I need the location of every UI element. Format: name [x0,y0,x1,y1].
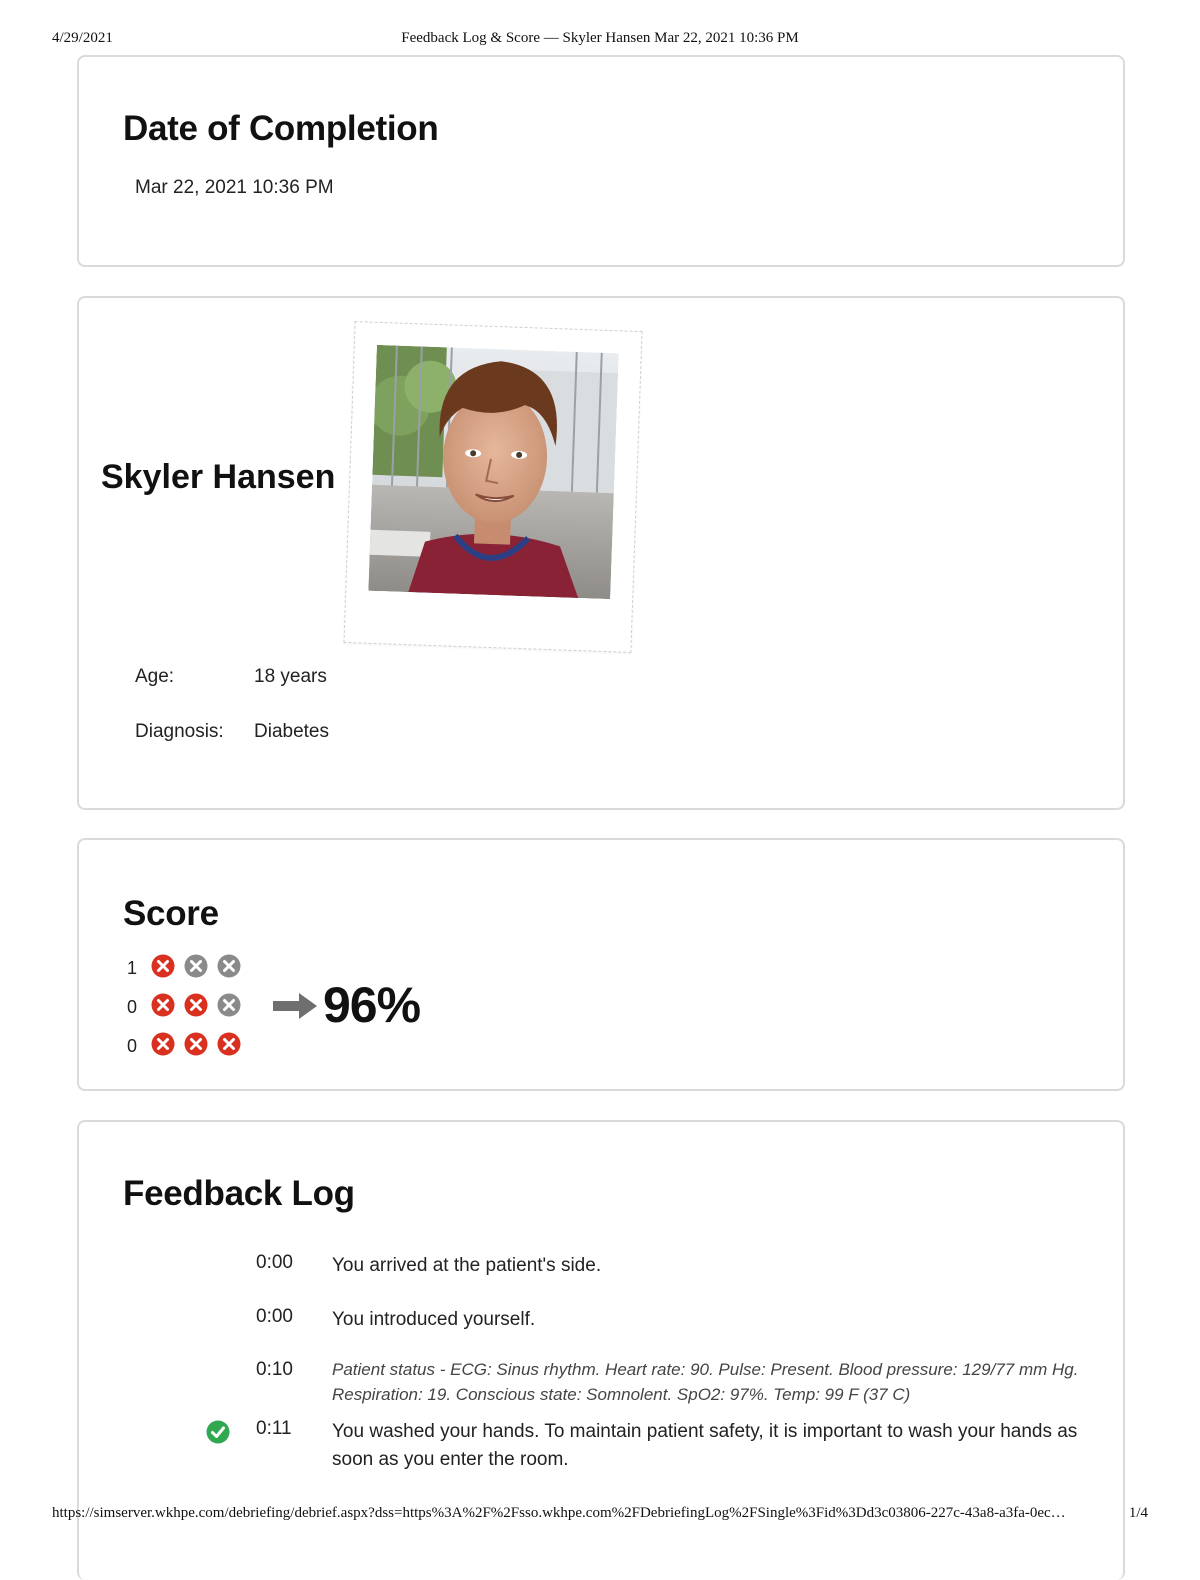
patient-name: Skyler Hansen [101,458,336,496]
print-header [52,30,1148,50]
print-date: 4/29/2021 [52,30,113,46]
feedback-message: You introduced yourself. [332,1309,536,1330]
x-circle-gray-icon [217,954,241,978]
print-title: Feedback Log & Score — Skyler Hansen Mar 22, 2021 10:36 PM [401,30,799,46]
diagnosis-label: Diagnosis: [135,721,224,742]
patient-card [77,296,1125,810]
print-url: https://simserver.wkhpe.com/debriefing/debrief.aspx?dss=https%3A%2F%2Fsso.wkhpe.com%2FDebriefingLog%2FSingle%3Fid%3Dd3c03806-227c-43a8-a3fa-0ec… [52,1505,1066,1521]
feedback-heading: Feedback Log [123,1174,355,1213]
x-circle-red-icon [184,1032,208,1056]
print-page-number: 1/4 [1128,1505,1148,1521]
x-circle-red-icon [151,954,175,978]
feedback-time: 0:00 [256,1306,293,1327]
score-percent: 96% [323,977,421,1033]
x-circle-red-icon [217,1032,241,1056]
completion-card [77,55,1125,267]
completion-heading: Date of Completion [123,109,439,148]
patient-status-message: Patient status - ECG: Sinus rhythm. Heart rate: 90. Pulse: Present. Blood pressure: 129/77 mm Hg. Respiration: 19. Conscious state: Somnolent. SpO2: 97%. Temp: 99 F (37 C) [332,1360,1079,1404]
x-circle-red-icon [151,993,175,1017]
feedback-message: You arrived at the patient's side. [332,1255,602,1276]
score-card [77,838,1125,1091]
check-circle-icon [206,1420,230,1444]
right-arrow-icon [271,990,319,1022]
age-value: 18 years [254,666,327,687]
x-circle-gray-icon [217,993,241,1017]
x-circle-red-icon [184,993,208,1017]
feedback-time: 0:00 [256,1252,293,1273]
completion-date: Mar 22, 2021 10:36 PM [135,177,334,198]
diagnosis-value: Diabetes [254,721,329,742]
feedback-message: You washed your hands. To maintain patient safety, it is important to wash your hands as soon as you enter the room. [332,1421,1078,1470]
x-circle-gray-icon [184,954,208,978]
patient-portrait-image [368,345,618,599]
score-count: 1 [127,958,138,978]
patient-portrait [368,345,618,599]
age-label: Age: [135,666,175,687]
score-count: 0 [127,1036,138,1056]
print-footer [52,1505,1148,1525]
x-circle-red-icon [151,1032,175,1056]
patient-photo-frame [343,321,642,653]
feedback-time: 0:11 [256,1418,292,1439]
feedback-time: 0:10 [256,1359,293,1380]
score-heading: Score [123,894,219,933]
score-count: 0 [127,997,138,1017]
